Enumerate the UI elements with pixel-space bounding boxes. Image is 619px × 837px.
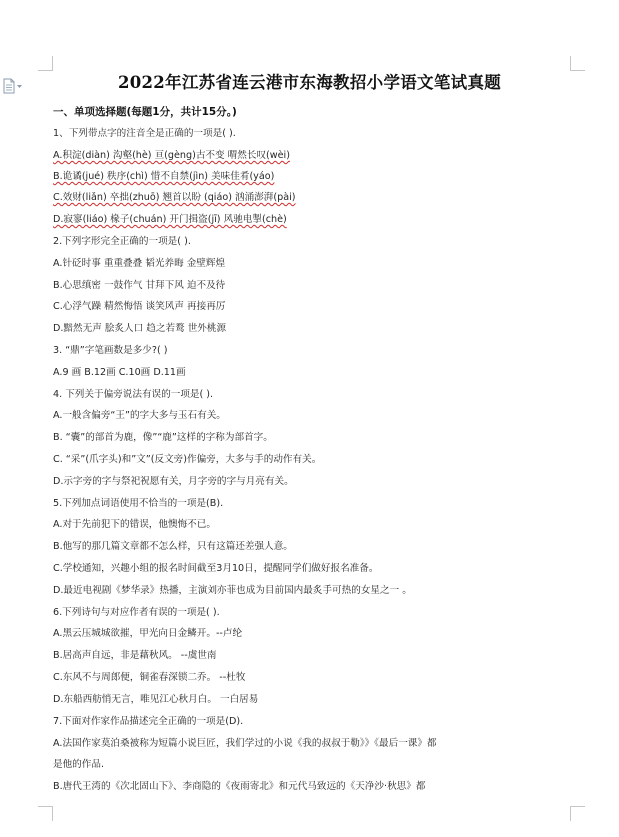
question-2: 2.下列字形完全正确的一项是( ). [53,236,191,247]
question-5-option-b: B.他写的那几篇文章都不怎么样，只有这篇还差强人意。 [53,541,293,552]
page-title: 2022年江苏省连云港市东海教招小学语文笔试真题 [117,73,502,92]
question-3: 3. “鼎”字笔画数是多少?( ) [53,345,168,356]
question-4-option-b: B. “囊”的部首为鹿，像”“鹿”这样的字称为部首字。 [53,432,273,443]
question-1-option-a: A.积淀(diàn) 沟壑(hè) 亘(gèng)古不变 喟然长叹(wèi) [53,150,290,161]
question-1-option-b: B.诡谲(jué) 秩序(chì) 惜不自禁(jìn) 美味佳肴(yáo) [53,171,275,182]
question-5: 5.下列加点词语使用不恰当的一项是(B). [53,498,224,509]
question-1: 1、下列带点字的注音全是正确的一项是( ). [53,128,236,139]
question-4-option-d: D.示字旁的字与祭祀祝愿有关，月字旁的字与月亮有关。 [53,476,294,487]
question-2-option-b: B.心思缜密 一鼓作气 甘拜下风 迫不及待 [53,280,226,291]
question-6-option-b: B.居高声自远，非是藉秋风。 --虞世南 [53,650,217,661]
section-heading: 一、单项选择题(每题1分，共计15分。) [53,106,237,118]
question-5-option-d: D.最近电视剧《梦华录》热播，主演刘亦菲也成为目前国内最炙手可热的女星之一 。 [53,585,412,596]
question-6: 6.下列诗句与对应作者有误的一项是( ). [53,607,220,618]
question-1-option-c: C.效财(liǎn) 卒拙(zhuō) 翘首以盼 (qiáo) 汹涌澎湃(pài) [53,192,296,203]
question-2-option-a: A.针砭时事 重重叠叠 韬光养晦 金壁辉煌 [53,258,226,269]
question-7-option-a: A.法国作家莫泊桑被称为短篇小说巨匠，我们学过的小说《我的叔叔于勒》》《最后一课》都 [53,738,437,749]
question-4-option-a: A.一般含偏旁“王”的字大多与玉石有关。 [53,410,226,421]
question-2-option-c: C.心浮气躁 精然悔悟 谈笑风声 再接再厉 [53,301,226,312]
question-7: 7.下面对作家作品描述完全正确的一项是(D). [53,716,244,727]
question-5-option-a: A.对于先前犯下的错误，他懊悔不已。 [53,519,216,530]
margin-mark-bottom-right [570,806,585,821]
question-3-options: A.9 画 B.12画 C.10画 D.11画 [53,367,186,378]
question-4: 4. 下列关于偏旁说法有误的一项是( ). [53,389,214,400]
question-6-option-d: D.东船西舫悄无言，唯见江心秋月白。 一白居易 [53,694,259,705]
question-6-option-a: A.黑云压城城欲摧，甲光向日金鳞开。--卢纶 [53,628,243,639]
question-7-option-b: B.唐代王湾的《次北固山下》、李商隐的《夜雨寄北》和元代马致远的《天净沙·秋思》都 [53,781,426,792]
question-5-option-c: C.学校通知，兴趣小组的报名时间截至3月10日，提醒同学们做好报名准备。 [53,563,379,574]
question-4-option-c: C. “采”(爪字头)和”文”(反文旁)作偏旁，大多与手的动作有关。 [53,454,322,465]
question-7-option-a-continued: 是他的作品. [53,759,105,770]
margin-mark-bottom-left [38,806,53,821]
question-6-option-c: C.东风不与周郎便，铜雀春深锁二乔。 --杜牧 [53,672,246,683]
question-1-option-d: D.寂寥(liáo) 椽子(chuán) 开门揖盗(jī) 风驰电掣(chè) [53,214,287,225]
question-2-option-d: D.黯然无声 脍炙人口 趋之若鹜 世外桃源 [53,323,227,334]
